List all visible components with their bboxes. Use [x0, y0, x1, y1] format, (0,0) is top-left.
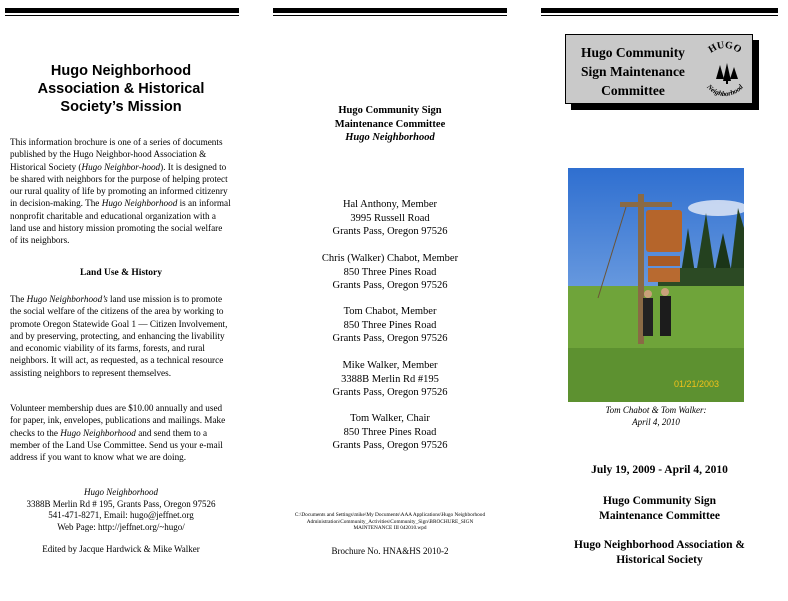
- contact-address: Hugo Neighborhood 3388B Merlin Rd # 195, Grants Pass, Oregon 97526 541-471-8271, Email: hugo@jeffnet.org Web Page: http://jeffnet.org/~hugo/: [10, 487, 232, 533]
- email-link[interactable]: 541-471-8271, Email: hugo@jeffnet.org: [48, 510, 194, 520]
- logo-text: Hugo Community Sign Maintenance Committee: [581, 45, 685, 98]
- sign-photo: [568, 168, 744, 402]
- land-use-heading: Land Use & History: [79, 268, 163, 278]
- date-range: July 19, 2009 - April 4, 2010: [591, 464, 728, 476]
- member-entry: Chris (Walker) Chabot, Member 850 Three Pines Road Grants Pass, Oregon 97526: [321, 253, 459, 291]
- svg-text:Neighborhood: Neighborhood: [705, 83, 745, 99]
- member-entry: Tom Walker, Chair 850 Three Pines Road Grants Pass, Oregon 97526: [332, 413, 448, 451]
- middle-top-rule: [273, 8, 507, 13]
- committee-name: Hugo Community Sign Maintenance Committee: [598, 495, 721, 522]
- brochure-number: Brochure No. HNA&HS 2010-2: [331, 546, 449, 556]
- mission-title: Hugo Neighborhood Association & Historical Society’s Mission: [37, 63, 205, 115]
- association-name: Hugo Neighborhood Association & Historical Society: [574, 539, 745, 566]
- photo-caption: Tom Chabot & Tom Walker: April 4, 2010: [605, 405, 707, 427]
- web-link[interactable]: Web Page: http://jeffnet.org/~hugo/: [57, 521, 185, 532]
- member-entry: Tom Chabot, Member 850 Three Pines Road Grants Pass, Oregon 97526: [332, 306, 448, 344]
- hugo-seal-icon: [696, 39, 754, 101]
- member-entry: Mike Walker, Member 3388B Merlin Rd #195 Grants Pass, Oregon 97526: [332, 360, 448, 398]
- land-use-paragraph: The Hugo Neighborhood’s land use mission is to promote the social welfare of the citizens of the area by working to promote Oregon Statewide Goal 1 — Citizen Involvement, and by preserving, protecting, and enhancing the livability and economic viability of its farms, forests, and rural neighbors. It will act, as requested, as a technical resource assisting neighbors to represent themselves.: [10, 294, 228, 378]
- file-path: C:\Documents and Settings\mike\My Documents\AAA Applications\Hugo Neighborhood Administration\Community_Activities\Community_Sign\BROCHURE_SIGN MAINTENANCE III 042010.wpd: [294, 512, 486, 531]
- intro-paragraph: This information brochure is one of a series of documents published by the Hugo Neighbor-hood Association & Historical Society (Hugo Neighbor-hood). It is designed to be shared with neighbors for the purpose of helping protect our rural quality of life by promoting an informed citizenry in decision-making. The Hugo Neighborhood is an informal nonprofit charitable and educational organization with a land use and history mission promoting the social welfare of its neighbors.: [10, 137, 231, 246]
- edited-by: Edited by Jacque Hardwick & Mike Walker: [42, 544, 200, 554]
- committee-heading: Hugo Community Sign Maintenance Committee Hugo Neighborhood: [334, 105, 446, 143]
- committee-logo-box: [565, 34, 753, 104]
- left-top-rule: [5, 8, 239, 13]
- member-entry: Hal Anthony, Member 3995 Russell Road Grants Pass, Oregon 97526: [332, 199, 448, 237]
- photo-date-stamp: 01/21/2003: [674, 379, 720, 389]
- dues-paragraph: Volunteer membership dues are $10.00 annually and used for paper, ink, envelopes, publications and mailings. Make checks to the Hugo Neighborhood and send them to a member of the Land Use Committee. Send us your e-mail address if you want to know what we are doing.: [10, 403, 226, 463]
- svg-text:HUGO: HUGO: [706, 39, 744, 56]
- right-top-rule: [541, 8, 778, 13]
